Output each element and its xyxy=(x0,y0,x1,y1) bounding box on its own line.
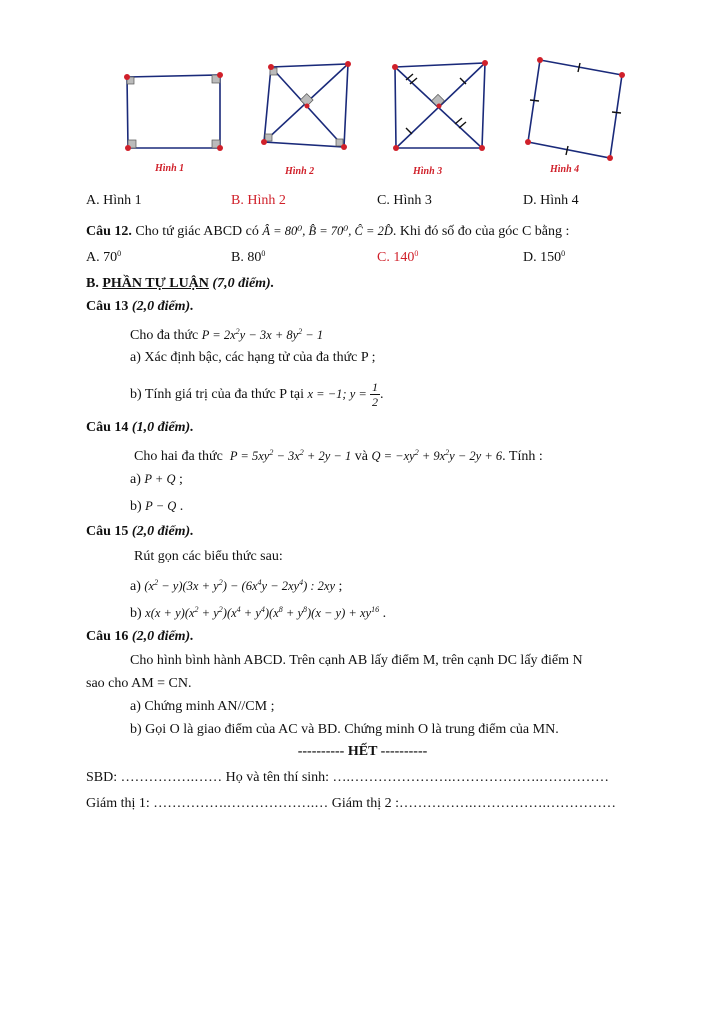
q13-heading: Câu 13 (2,0 điểm). xyxy=(86,299,194,314)
q15-part-a: a) $(x^2 - y)(3x + y^2) - (6x^4y - 2xy^4)$ : 2xy ; xyxy=(130,578,343,594)
q11-option-d: D. Hình 4 xyxy=(523,193,579,208)
q12-option-a: A. $70^0$ xyxy=(86,249,122,265)
q14-part-a: a) P + Q ; xyxy=(130,472,183,487)
q15-intro: Rút gọn các biểu thức sau: xyxy=(134,549,283,564)
q12-stem: Câu 12. Cho tứ giác ABCD có Â = 80⁰, B̂ = 70⁰, Ĉ = 2D̂. Khi đó số đo của góc C bằng : xyxy=(86,224,570,239)
q13-part-b: b) Tính giá trị của đa thức P tại x = −1; y = $\frac{1}{2}$ . xyxy=(130,380,384,410)
q11-option-c: C. Hình 3 xyxy=(377,193,432,208)
q15-part-b: b) $x(x + y)(x^2 + y^2)(x^4 + y^4)(x^8 + y^8)(x - y) + xy^{16}$ . xyxy=(130,605,387,621)
q15-heading: Câu 15 (2,0 điểm). xyxy=(86,524,194,539)
q14-heading: Câu 14 (1,0 điểm). xyxy=(86,420,194,435)
q12-label: Câu 12. xyxy=(86,224,132,239)
q13-part-a: a) Xác định bậc, các hạng tử của đa thức P ; xyxy=(130,350,376,365)
q16-line-2: sao cho AM = CN. xyxy=(86,676,192,691)
end-marker: ---------- HẾT ---------- xyxy=(297,744,428,759)
figure-1 xyxy=(124,72,223,151)
q16-line-1: Cho hình bình hành ABCD. Trên cạnh AB lấy điểm M, trên cạnh DC lấy điểm N xyxy=(130,653,583,668)
q13-intro: Cho đa thức $P = 2x^2y - 3x + 8y^2 - 1$ xyxy=(130,327,324,343)
figure-3 xyxy=(392,60,488,151)
q16-part-a: a) Chứng minh AN//CM ; xyxy=(130,699,275,714)
q12-option-d: D. $150^0$ xyxy=(523,249,566,265)
figure-2 xyxy=(261,61,351,150)
q12-option-c: C. $140^0$ xyxy=(377,249,419,265)
part-b-heading: B. PHẦN TỰ LUẬN (7,0 điểm). xyxy=(86,276,275,291)
q11-option-a: A. Hình 1 xyxy=(86,193,142,208)
figure-2-label: Hình 2 xyxy=(285,166,315,177)
q16-heading: Câu 16 (2,0 điểm). xyxy=(86,629,194,644)
q12-option-b: B. $80^0$ xyxy=(231,249,266,265)
figure-4 xyxy=(525,57,625,161)
figure-3-label: Hình 3 xyxy=(413,166,443,177)
footer-proctor-line xyxy=(86,794,616,814)
q14-intro: Cho hai đa thức $P = 5xy^2 - 3x^2 + 2y - 1$ và $Q = -xy^2 + 9x^2y - 2y + 6$. Tính : xyxy=(134,448,543,464)
proctor-1-field: Giám thị 1: …………….……………….… xyxy=(86,796,332,811)
proctor-2-field: Giám thị 2 :…………….…………….…………… xyxy=(331,796,617,811)
q16-part-b: b) Gọi O là giao điểm của AC và BD. Chứng minh O là trung điểm của MN. xyxy=(130,722,559,737)
q11-option-b: B. Hình 2 xyxy=(231,193,286,208)
figure-1-label: Hình 1 xyxy=(155,163,185,174)
footer-sbd-line xyxy=(86,768,609,788)
candidate-name-field: Họ và tên thí sinh: ….………………….……………….…………… xyxy=(225,770,610,785)
q12-math: Â = 80⁰, B̂ = 70⁰, Ĉ = 2D̂ xyxy=(262,224,393,238)
q14-part-b: b) P − Q . xyxy=(130,499,184,514)
figure-4-label: Hình 4 xyxy=(550,164,580,175)
sbd-field: SBD: …………….…… xyxy=(86,770,226,785)
